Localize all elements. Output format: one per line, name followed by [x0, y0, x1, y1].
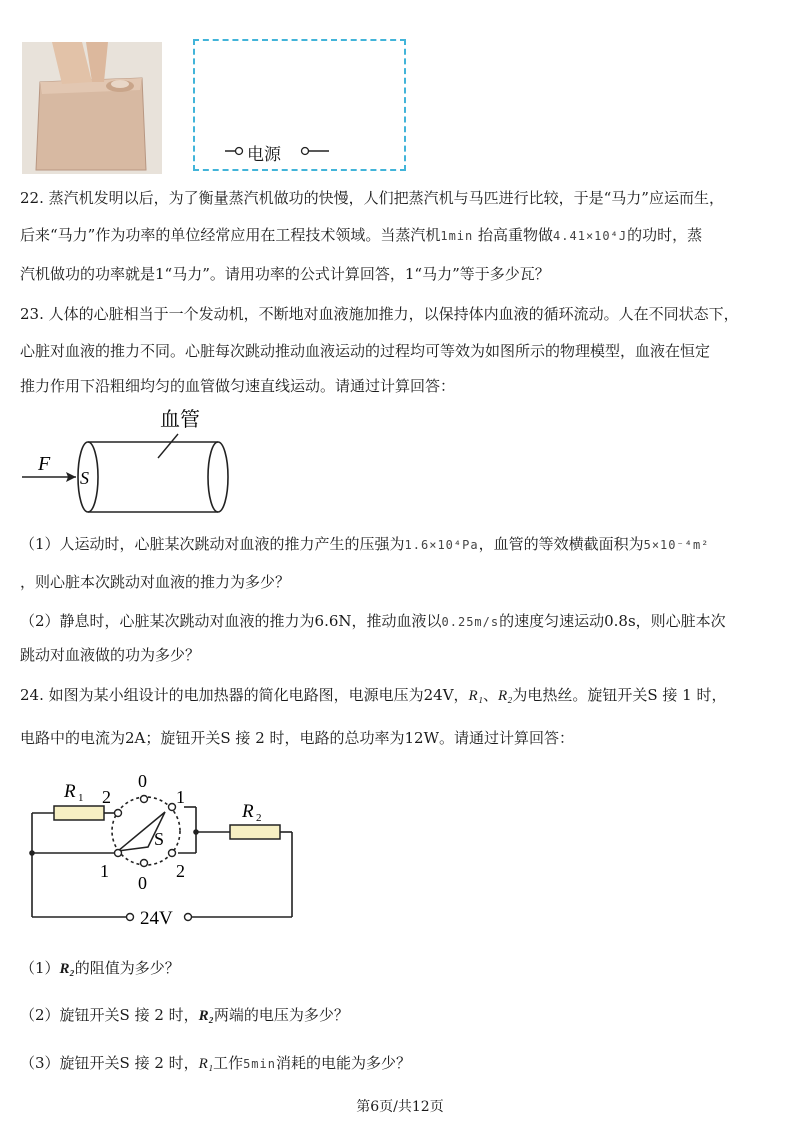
r1-resistor [54, 806, 104, 820]
q23-speed: 0.25m/s [441, 615, 500, 629]
contact-top-0-label: 0 [138, 771, 147, 791]
switch-label: S [154, 829, 165, 849]
q23-sub1-line-1: （1）人运动时，心脏某次跳动对血液的推力产生的压强为1.6×10⁴Pa，血管的等效横截面积为5×10⁻⁴m² [20, 535, 710, 553]
q24-sub3-time: 5min [243, 1057, 276, 1071]
q23-sub1-line-2: ，则心脏本次跳动对血液的推力为多少？ [20, 573, 291, 591]
source-voltage-label: 24V [140, 908, 173, 929]
page-footer: 第6页/共12页 [356, 1099, 444, 1115]
contact-bottom-1-label: 1 [100, 861, 109, 881]
area-label: S [80, 468, 89, 488]
q24-r1: R₁ [468, 688, 483, 704]
q24-sub3-r1: R₁ [198, 1056, 214, 1072]
power-terminals [221, 139, 341, 163]
contact-bottom-2-label: 2 [176, 861, 185, 881]
circuit-design-box [193, 39, 406, 171]
heater-circuit-diagram [20, 765, 320, 930]
q24-r2: R₂ [497, 688, 513, 704]
q24-sub2: （2）旋钮开关S 接 2 时，R₂两端的电压为多少？ [20, 1006, 349, 1024]
q23-line-1: 23. 人体的心脏相当于一个发动机，不断地对血液施加推力，以保持体内血液的循环流动。人在不同状态下， [20, 305, 739, 323]
source-terminal-right [185, 914, 192, 921]
vessel-label: 血管 [160, 409, 200, 431]
q23-sub2-line-2: 跳动对血液做的功为多少？ [20, 646, 201, 664]
r1-subscript: 1 [78, 792, 84, 804]
blood-vessel-figure [18, 400, 248, 515]
q23-area: 5×10⁻⁴m² [643, 538, 710, 552]
foot-bath-image [22, 42, 162, 174]
contact-top-0 [141, 796, 148, 803]
q24-line-1: 24. 如图为某小组设计的电加热器的简化电路图，电源电压为24V，R₁、R₂为电热丝。旋钮开关S 接 1 时， [20, 686, 727, 704]
contact-bottom-1 [115, 850, 122, 857]
q22-line-3: 汽机做功的功率就是1“马力”。请用功率的公式计算回答，1“马力”等于多少瓦？ [20, 265, 550, 283]
vessel-outlet-ellipse [208, 442, 228, 512]
q23-pressure: 1.6×10⁴Pa [404, 538, 479, 552]
contact-top-2 [115, 810, 122, 817]
q22-line-2: 后来“马力”作为功率的单位经常应用在工程技术领域。当蒸汽机1min 抬高重物做4.41×10⁴J的功时，蒸 [20, 226, 703, 244]
contact-bottom-0 [141, 860, 148, 867]
power-label: 电源 [247, 145, 281, 165]
r2-subscript: 2 [256, 812, 262, 824]
q24-sub1-r2: R₂ [59, 961, 75, 977]
r2-resistor [230, 825, 280, 839]
q24-sub2-r2: R₂ [198, 1008, 214, 1024]
force-label: F [38, 453, 51, 475]
q22-work: 4.41×10⁴J [553, 229, 628, 243]
r1-label: R [64, 781, 76, 802]
q23-line-3: 推力作用下沿粗细均匀的血管做匀速直线运动。请通过计算回答： [20, 377, 456, 395]
r2-label: R [242, 801, 254, 822]
contact-top-2-label: 2 [102, 787, 111, 807]
contact-bottom-2 [169, 850, 176, 857]
q24-sub3: （3）旋钮开关S 接 2 时，R₁工作5min消耗的电能为多少？ [20, 1054, 411, 1072]
source-terminal-left [127, 914, 134, 921]
contact-top-1-label: 1 [176, 787, 185, 807]
contact-bottom-0-label: 0 [138, 873, 147, 893]
q22-line-1: 22. 蒸汽机发明以后，为了衡量蒸汽机做功的快慢，人们把蒸汽机与马匹进行比较，于是“马力”应运而生， [20, 189, 724, 207]
q23-sub2-line-1: （2）静息时，心脏某次跳动对血液的推力为6.6N，推动血液以0.25m/s的速度匀速运动0.8s，则心脏本次 [20, 612, 726, 630]
q24-sub1: （1）R₂的阻值为多少？ [20, 959, 180, 977]
vessel-leader-line [158, 434, 178, 458]
q24-line-2: 电路中的电流为2A；旋钮开关S 接 2 时，电路的总功率为12W。请通过计算回答： [20, 729, 575, 747]
foot-bath-photo [22, 42, 162, 174]
contact-top-1 [169, 804, 176, 811]
q22-time: 1min [440, 229, 474, 243]
q23-line-2: 心脏对血液的推力不同。心脏每次跳动推动血液运动的过程均可等效为如图所示的物理模型，血液在恒定 [20, 342, 711, 360]
